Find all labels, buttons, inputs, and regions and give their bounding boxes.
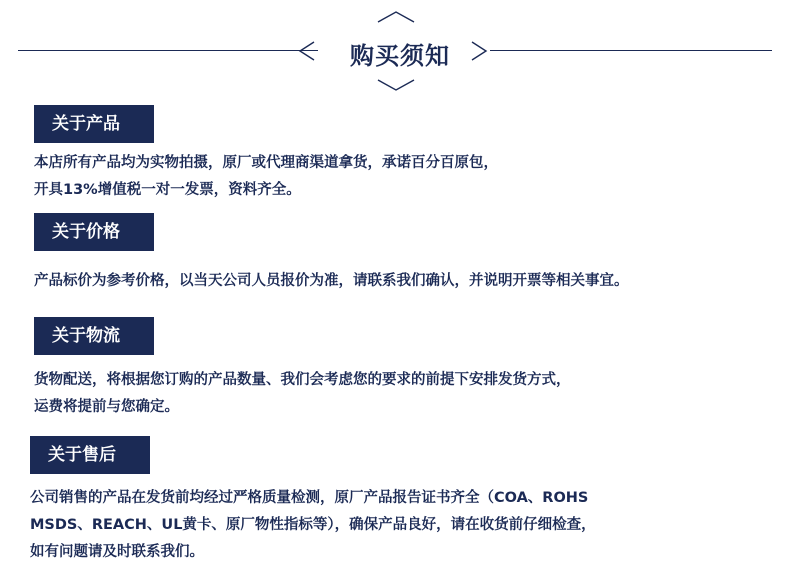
text-line: 如有问题请及时联系我们。 bbox=[30, 544, 204, 560]
section-label-price: 关于价格 bbox=[34, 213, 154, 251]
section-text-logistics bbox=[34, 367, 571, 421]
chevron-left-icon bbox=[298, 40, 316, 62]
header-rule-right bbox=[490, 50, 772, 51]
header-rule-left bbox=[18, 50, 318, 51]
text-line: 本店所有产品均为实物拍摄，原厂或代理商渠道拿货，承诺百分百原包， bbox=[34, 155, 498, 171]
section-label-product: 关于产品 bbox=[34, 105, 154, 143]
text-line: 产品标价为参考价格，以当天公司人员报价为准，请联系我们确认，并说明开票等相关事宜。 bbox=[34, 273, 629, 289]
text-line: 运费将提前与您确定。 bbox=[34, 399, 179, 415]
section-text-product bbox=[34, 150, 498, 204]
section-text-after-sales bbox=[30, 485, 596, 566]
chevron-up-icon bbox=[376, 10, 416, 24]
text-line: 开具13%增值税一对一发票，资料齐全。 bbox=[34, 182, 301, 198]
text-line: 公司销售的产品在发货前均经过严格质量检测，原厂产品报告证书齐全（COA、ROHS bbox=[30, 490, 589, 506]
text-line: 货物配送，将根据您订购的产品数量、我们会考虑您的要求的前提下安排发货方式， bbox=[34, 372, 571, 388]
section-text-price bbox=[34, 268, 629, 295]
chevron-down-icon bbox=[376, 78, 416, 92]
chevron-right-icon bbox=[470, 40, 488, 62]
section-label-logistics: 关于物流 bbox=[34, 317, 154, 355]
section-label-after-sales: 关于售后 bbox=[30, 436, 150, 474]
text-line: MSDS、REACH、UL黄卡、原厂物性指标等），确保产品良好，请在收货前仔细检查， bbox=[30, 517, 596, 533]
page-title: 购买须知 bbox=[350, 42, 450, 70]
